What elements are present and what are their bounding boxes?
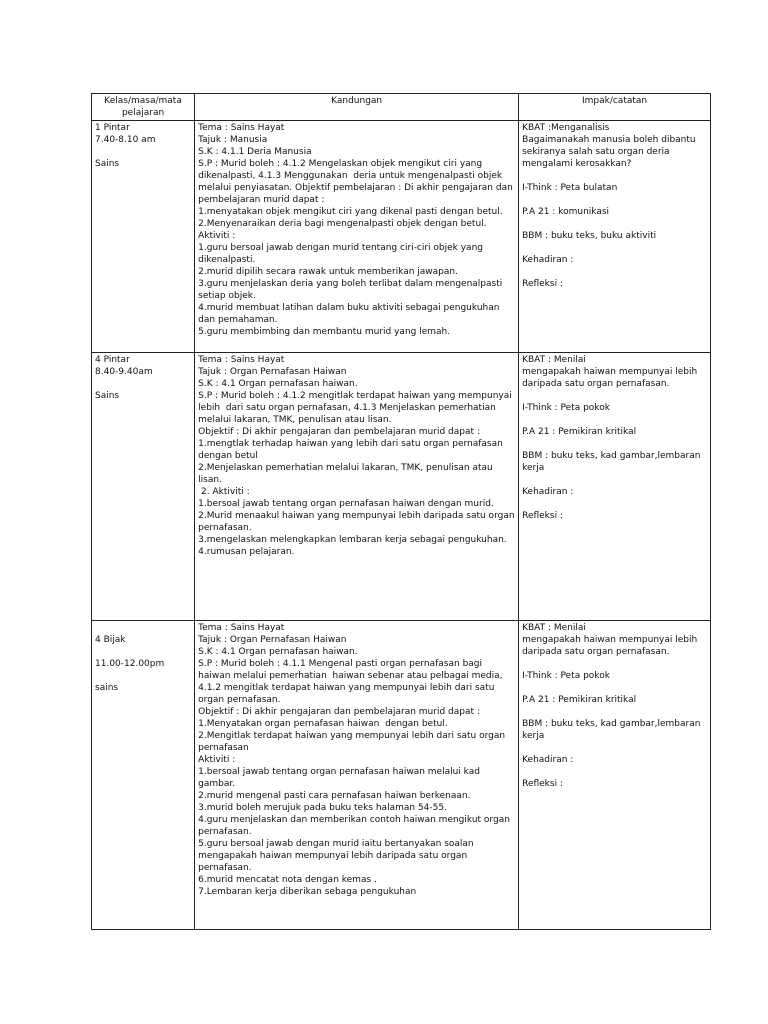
impak-line xyxy=(522,170,707,182)
kandungan-line: S.K : 4.1.1 Deria Manusia xyxy=(198,147,312,157)
impak-line: Refleksi : xyxy=(522,279,563,289)
kandungan-line: 2. Aktiviti : xyxy=(198,487,250,497)
kelas-line: 1 Pintar xyxy=(95,123,130,133)
kandungan-line: 1.menyatakan objek mengikut ciri yang dikenal pasti dengan betul. xyxy=(198,207,503,217)
kandungan-line: 2.murid dipilih secara rawak untuk memberikan jawapan. xyxy=(198,267,458,277)
cell-kelas xyxy=(92,121,195,353)
cell-impak xyxy=(519,621,711,930)
impak-line: KBAT : Menilai xyxy=(522,623,586,633)
impak-line xyxy=(522,194,707,206)
impak-line: BBM : buku teks, kad gambar,lembaran kerja xyxy=(522,719,704,741)
kandungan-line: Tema : Sains Hayat xyxy=(198,355,285,365)
header-row xyxy=(92,94,711,121)
impak-line: Kehadiran : xyxy=(522,755,574,765)
impak-line: mengapakah haiwan mempunyai lebih daripada satu organ pernafasan. xyxy=(522,635,701,657)
impak-line: KBAT :Menganalisis xyxy=(522,123,610,133)
impak-line xyxy=(522,498,707,510)
impak-line xyxy=(522,658,707,670)
kandungan-line: Objektif : Di akhir pengajaran dan pembelajaran murid dapat : xyxy=(198,707,480,717)
cell-kandungan xyxy=(195,353,519,621)
table-row xyxy=(92,621,711,930)
impak-line xyxy=(522,682,707,694)
kelas-line xyxy=(95,378,191,390)
impak-line xyxy=(522,242,707,254)
header-kelas: Kelas/masa/mata pelajaran xyxy=(92,94,195,121)
kandungan-line: Tema : Sains Hayat xyxy=(198,123,285,133)
kelas-line: 4 Bijak xyxy=(95,635,126,645)
impak-line: P.A 21 : Pemikiran kritikal xyxy=(522,695,637,705)
kelas-line xyxy=(95,670,191,682)
impak-line: Bagaimanakah manusia boleh dibantu sekiranya salah satu organ deria mengalami kerosakkan? xyxy=(522,135,699,169)
kandungan-line: S.K : 4.1 Organ pernafasan haiwan. xyxy=(198,647,358,657)
impak-line: I-Think : Peta pokok xyxy=(522,403,610,413)
impak-line xyxy=(522,438,707,450)
impak-line: Refleksi : xyxy=(522,511,563,521)
kandungan-line: 4.rumusan pelajaran. xyxy=(198,547,295,557)
kandungan-line: Tajuk : Organ Pernafasan Haiwan xyxy=(198,367,347,377)
cell-impak xyxy=(519,121,711,353)
kelas-line: 8.40-9.40am xyxy=(95,367,153,377)
header-kandungan: Kandungan xyxy=(195,94,519,121)
kandungan-line: 3.murid boleh merujuk pada buku teks halaman 54-55. xyxy=(198,803,447,813)
cell-kelas xyxy=(92,621,195,930)
kandungan-line: 2.murid mengenal pasti cara pernafasan haiwan berkenaan. xyxy=(198,791,471,801)
kandungan-line: 4.guru menjelaskan dan memberikan contoh haiwan mengikut organ pernafasan. xyxy=(198,815,513,837)
kandungan-line: S.P : Murid boleh : 4.1.2 Mengelaskan objek mengikut ciri yang dikenalpasti, 4.1.3 Menggunakan deria untuk mengenalpasti objek melalui penyiasatan. Objektif pembelajaran : Di akhir pengajaran dan pembelajaran murid dapat : xyxy=(198,159,516,205)
impak-line: Kehadiran : xyxy=(522,255,574,265)
kelas-line: Sains xyxy=(95,159,120,169)
kelas-line: 11.00-12.00pm xyxy=(95,659,165,669)
kandungan-line: 1.Menyatakan organ pernafasan haiwan dengan betul. xyxy=(198,719,448,729)
lesson-plan-table xyxy=(91,93,711,930)
kelas-line xyxy=(95,146,191,158)
kandungan-line: Aktiviti : xyxy=(198,231,236,241)
impak-line: I-Think : Peta pokok xyxy=(522,671,610,681)
kandungan-line: 6.murid mencatat nota dengan kemas . xyxy=(198,875,377,885)
kandungan-line: 3.mengelaskan melengkapkan lembaran kerja sebagai pengukuhan. xyxy=(198,535,507,545)
impak-line: KBAT : Menilai xyxy=(522,355,586,365)
impak-line: BBM : buku teks, kad gambar,lembaran kerja xyxy=(522,451,704,473)
impak-line: P.A 21 : komunikasi xyxy=(522,207,610,217)
kandungan-line: 1.bersoal jawab tentang organ pernafasan haiwan dengan murid. xyxy=(198,499,494,509)
kelas-line xyxy=(95,646,191,658)
kandungan-line: S.P : Murid boleh : 4.1.1 Mengenal pasti organ pernafasan bagi haiwan melalui pemerhatian haiwan sebenar atau pelbagai media, 4.1.2 mengitlak terdapat haiwan yang mempunyai lebih dari satu organ pernafasan. xyxy=(198,659,506,705)
kandungan-line: Tema : Sains Hayat xyxy=(198,623,285,633)
kandungan-line: Tajuk : Organ Pernafasan Haiwan xyxy=(198,635,347,645)
kandungan-line: S.K : 4.1 Organ pernafasan haiwan. xyxy=(198,379,358,389)
impak-line xyxy=(522,742,707,754)
kandungan-line: 2.Mengitlak terdapat haiwan yang mempunyai lebih dari satu organ pernafasan xyxy=(198,731,508,753)
cell-kandungan xyxy=(195,121,519,353)
kandungan-line: Objektif : Di akhir pengajaran dan pembelajaran murid dapat : xyxy=(198,427,480,437)
kandungan-line: Aktiviti : xyxy=(198,755,236,765)
kandungan-line: 7.Lembaran kerja diberikan sebaga pengukuhan xyxy=(198,887,417,897)
kandungan-line: 5.guru membimbing dan membantu murid yang lemah. xyxy=(198,327,451,337)
impak-line: mengapakah haiwan mempunyai lebih daripada satu organ pernafasan. xyxy=(522,367,701,389)
kelas-line: 4 Pintar xyxy=(95,355,130,365)
kelas-line: sains xyxy=(95,683,119,693)
impak-line xyxy=(522,414,707,426)
impak-line: P.A 21 : Pemikiran kritikal xyxy=(522,427,637,437)
impak-line xyxy=(522,706,707,718)
cell-kelas xyxy=(92,353,195,621)
header-impak: Impak/catatan xyxy=(519,94,711,121)
kandungan-line: 3.guru menjelaskan deria yang boleh terlibat dalam mengenalpasti setiap objek. xyxy=(198,279,506,301)
table-row xyxy=(92,353,711,621)
impak-line xyxy=(522,266,707,278)
kandungan-line: 2.Menyenaraikan deria bagi mengenalpasti objek dengan betul. xyxy=(198,219,487,229)
kandungan-line: 1.mengtlak terhadap haiwan yang lebih dari satu organ pernafasan dengan betul xyxy=(198,439,506,461)
impak-line xyxy=(522,218,707,230)
kandungan-line: Tajuk : Manusia xyxy=(198,135,268,145)
kelas-line xyxy=(95,622,191,634)
impak-line: BBM : buku teks, buku aktiviti xyxy=(522,231,657,241)
impak-line xyxy=(522,766,707,778)
kandungan-line: 4.murid membuat latihan dalam buku aktiviti sebagai pengukuhan dan pemahaman. xyxy=(198,303,503,325)
impak-line xyxy=(522,390,707,402)
cell-impak xyxy=(519,353,711,621)
cell-kandungan xyxy=(195,621,519,930)
kandungan-line: 2.Menjelaskan pemerhatian melalui lakaran, TMK, penulisan atau lisan. xyxy=(198,463,496,485)
kandungan-line: 2.Murid menaakul haiwan yang mempunyai lebih daripada satu organ pernafasan. xyxy=(198,511,518,533)
kandungan-line: 5.guru bersoal jawab dengan murid iaitu bertanyakan soalan mengapakah haiwan mempunyai lebih daripada satu organ pernafasan. xyxy=(198,839,477,873)
impak-line: Refleksi : xyxy=(522,779,563,789)
impak-line: Kehadiran : xyxy=(522,487,574,497)
kandungan-line: 1.guru bersoal jawab dengan murid tentang ciri-ciri objek yang dikenalpasti. xyxy=(198,243,486,265)
kelas-line: 7.40-8.10 am xyxy=(95,135,156,145)
kandungan-line: 1.bersoal jawab tentang organ pernafasan haiwan melalui kad gambar. xyxy=(198,767,483,789)
kandungan-line: S.P : Murid boleh : 4.1.2 mengitlak terdapat haiwan yang mempunyai lebih dari satu organ pernafasan, 4.1.3 Menjelaskan pemerhatian melalui lakaran, TMK, penulisan atau lisan. xyxy=(198,391,515,425)
impak-line: I-Think : Peta bulatan xyxy=(522,183,618,193)
kelas-line: Sains xyxy=(95,391,120,401)
impak-line xyxy=(522,474,707,486)
table-row xyxy=(92,121,711,353)
